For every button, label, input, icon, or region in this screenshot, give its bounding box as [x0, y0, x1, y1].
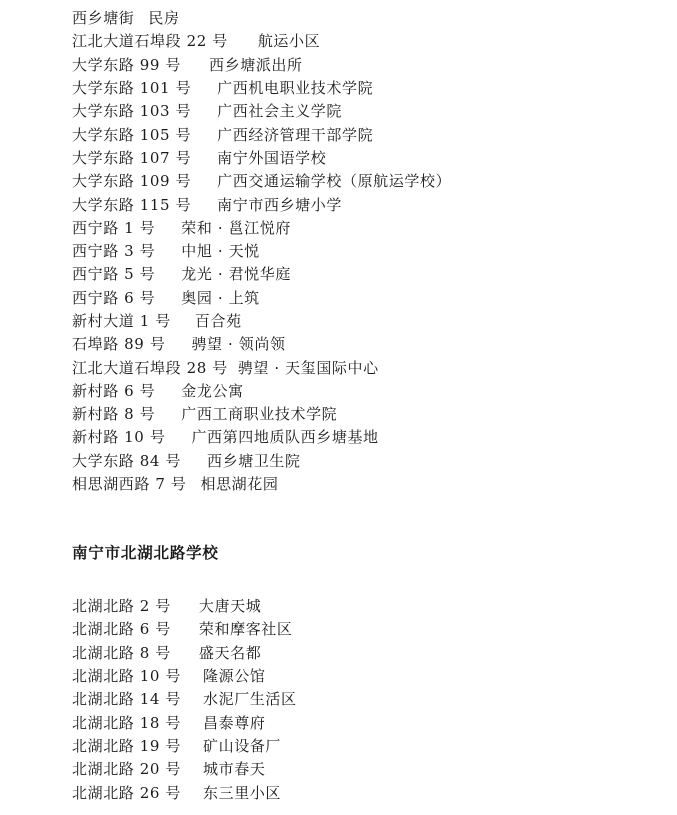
list-item: [72, 262, 662, 285]
list-item: [72, 216, 662, 239]
address-text: 北湖北路 10 号: [72, 667, 182, 686]
place-text: 广西工商职业技术学院: [181, 405, 338, 424]
place-text: 广西第四地质队西乡塘基地: [191, 428, 379, 447]
address-text: 大学东路 115 号: [72, 195, 192, 214]
place-text: 南宁外国语学校: [217, 148, 327, 167]
list-item: [72, 402, 662, 425]
place-text: 民房: [148, 9, 180, 28]
list-item: [72, 355, 662, 378]
place-text: 隆源公馆: [203, 667, 266, 686]
address-text: 新村路 8 号: [72, 405, 156, 424]
address-list-beihu: [72, 594, 662, 804]
place-text: 龙光 · 君悦华庭: [181, 265, 291, 284]
address-text: 北湖北路 2 号: [72, 597, 171, 616]
address-text: 新村路 10 号: [72, 428, 166, 447]
address-text: 西宁路 1 号: [72, 218, 156, 237]
address-text: 北湖北路 19 号: [72, 736, 182, 755]
place-text: 东三里小区: [203, 783, 282, 802]
list-item: [72, 99, 662, 122]
address-text: 大学东路 107 号: [72, 148, 192, 167]
place-text: 骋望 · 领尚领: [191, 335, 286, 354]
place-text: 中旭 · 天悦: [181, 242, 260, 261]
address-text: 新村大道 1 号: [72, 312, 171, 330]
list-item: [72, 780, 662, 803]
place-text: 金龙公寓: [181, 381, 244, 400]
place-text: 水泥厂生活区: [203, 690, 297, 709]
list-item: [72, 617, 662, 640]
address-text: 北湖北路 20 号: [72, 760, 182, 779]
list-item: [72, 710, 662, 733]
address-text: 新村路 6 号: [72, 381, 156, 400]
place-text: 奥园 · 上筑: [181, 288, 260, 307]
list-item: [72, 757, 662, 780]
address-text: 西宁路 3 号: [72, 242, 156, 261]
place-text: 广西机电职业技术学院: [217, 79, 374, 98]
list-item: [72, 29, 662, 52]
list-item: [72, 734, 662, 757]
address-text: 大学东路 101 号: [72, 79, 192, 98]
address-text: 相思湖西路 7 号: [72, 475, 187, 494]
address-text: 大学东路 84 号: [72, 451, 182, 470]
place-text: 荣和摩客社区: [198, 620, 293, 639]
place-text: 西乡塘卫生院: [207, 451, 301, 470]
place-text: 城市春天: [203, 760, 266, 779]
place-text: 广西交通运输学校（原航运学校）: [217, 172, 452, 191]
list-item: [72, 449, 662, 472]
address-text: 北湖北路 6 号: [72, 620, 171, 639]
address-list-xixiangtang: [72, 6, 662, 495]
address-text: 石埠路 89 号: [72, 335, 166, 354]
place-text: 广西经济管理干部学院: [217, 125, 374, 144]
list-item: [72, 192, 662, 215]
place-text: 百合苑: [194, 312, 242, 330]
address-text: 西宁路 6 号: [72, 288, 156, 307]
list-item: [72, 169, 662, 192]
address-text: 江北大道石埠段 28 号: [72, 358, 228, 377]
list-item: [72, 76, 662, 99]
list-item: [72, 425, 662, 448]
place-text: 昌泰尊府: [203, 713, 266, 732]
list-item: [72, 286, 662, 309]
address-text: 北湖北路 8 号: [72, 643, 171, 662]
place-text: 矿山设备厂: [203, 736, 282, 755]
place-text: 相思湖花园: [200, 475, 279, 494]
list-item: [72, 594, 662, 617]
place-text: 航运小区: [257, 32, 321, 51]
list-item: [72, 687, 662, 710]
place-text: 西乡塘派出所: [209, 55, 303, 74]
place-text: 盛天名都: [198, 643, 262, 662]
place-text: 骋望 · 天玺国际中心: [237, 358, 379, 377]
list-item: [72, 664, 662, 687]
place-text: 南宁市西乡塘小学: [217, 195, 342, 214]
list-item: [72, 332, 662, 355]
address-text: 北湖北路 14 号: [72, 690, 182, 709]
address-text: 北湖北路 26 号: [72, 783, 182, 802]
address-text: 江北大道石埠段 22 号: [72, 32, 228, 51]
list-item: [72, 122, 662, 145]
section-heading: 南宁市北湖北路学校: [72, 544, 219, 562]
list-item: [72, 379, 662, 402]
list-item: [72, 146, 662, 169]
list-item: [72, 53, 662, 76]
place-text: 大唐天城: [198, 597, 262, 616]
address-text: 大学东路 105 号: [72, 125, 192, 144]
place-text: 广西社会主义学院: [217, 102, 342, 121]
list-item: [72, 641, 662, 664]
address-text: 西乡塘街: [72, 9, 135, 28]
address-text: 大学东路 109 号: [72, 172, 192, 191]
address-text: 大学东路 103 号: [72, 102, 192, 121]
address-text: 西宁路 5 号: [72, 265, 156, 284]
address-text: 大学东路 99 号: [72, 55, 182, 74]
address-text: 北湖北路 18 号: [72, 713, 182, 732]
list-item: [72, 309, 662, 332]
list-item: [72, 6, 662, 29]
place-text: 荣和 · 邕江悦府: [181, 218, 291, 237]
list-item: [72, 472, 662, 495]
list-item: [72, 239, 662, 262]
